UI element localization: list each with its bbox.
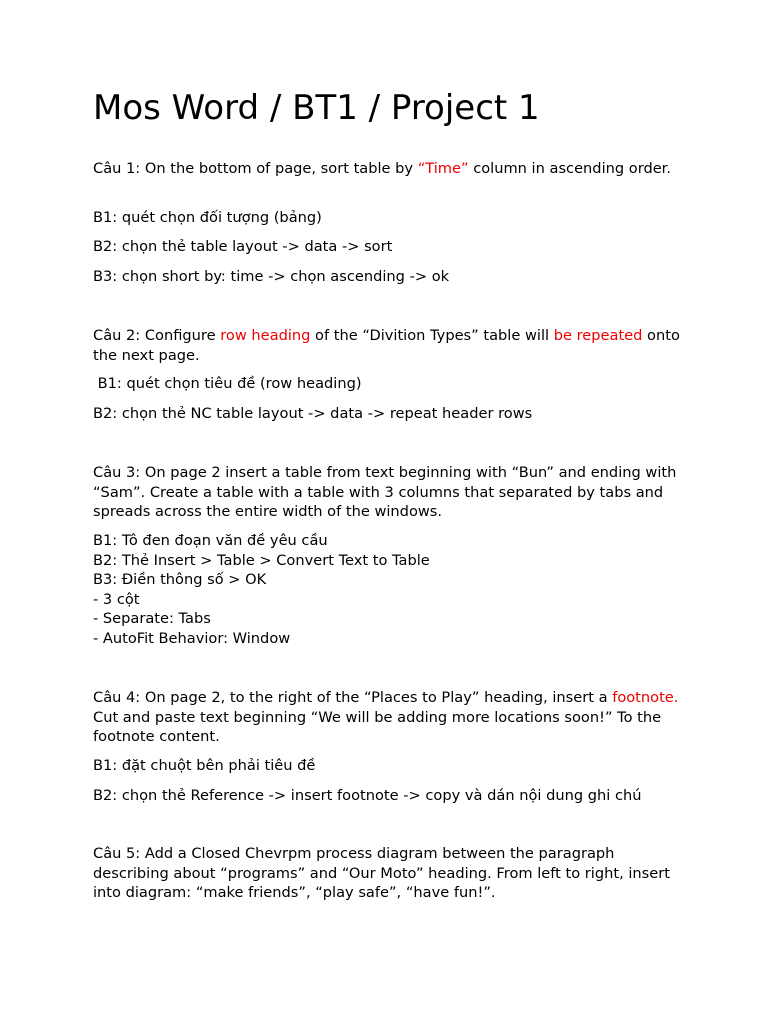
question-1-text-b: column in ascending order. bbox=[468, 160, 671, 177]
question-4-highlight: footnote. bbox=[612, 689, 679, 706]
question-3-steps bbox=[93, 531, 683, 648]
question-1-step-2: B2: chọn thẻ table layout -> data -> sort bbox=[93, 238, 393, 255]
question-3: Câu 3: On page 2 insert a table from text beginning with “Bun” and ending with “Sam”. Create a table with a table with 3 columns that separated by tabs and spreads across the entire width of the windows. bbox=[93, 464, 677, 520]
question-1-step-3: B3: chọn short by: time -> chọn ascending -> ok bbox=[93, 268, 450, 285]
question-4-text-a: Câu 4: On page 2, to the right of the “Places to Play” heading, insert a bbox=[93, 689, 613, 706]
question-4-text-b: Cut and paste text beginning “We will be adding more locations soon!” To the footnote content. bbox=[93, 708, 662, 745]
question-1 bbox=[93, 159, 683, 179]
question-1-text-a: Câu 1: On the bottom of page, sort table by bbox=[93, 160, 418, 177]
question-5: Câu 5: Add a Closed Chevrpm process diagram between the paragraph describing about “programs” and “Our Moto” heading. From left to right, insert into diagram: “make friends”, “play safe”, “have fun!”. bbox=[93, 845, 670, 901]
question-2-text-c: onto the next page. bbox=[93, 327, 680, 364]
question-1-highlight: “Time” bbox=[417, 160, 469, 177]
question-2-step-1: B1: quét chọn tiêu đề (row heading) bbox=[93, 375, 362, 392]
question-3-step-5: - Separate: Tabs bbox=[93, 610, 211, 627]
question-4-step-1: B1: đặt chuột bên phải tiêu đề bbox=[93, 757, 316, 774]
question-1-step-1: B1: quét chọn đối tượng (bảng) bbox=[93, 209, 322, 226]
question-3-step-1: B1: Tô đen đoạn văn đề yêu cầu bbox=[93, 532, 328, 549]
question-2-text-a: Câu 2: Configure bbox=[93, 327, 221, 344]
question-3-step-2: B2: Thẻ Insert > Table > Convert Text to Table bbox=[93, 551, 430, 569]
question-2-highlight-2: be repeated bbox=[553, 327, 643, 344]
question-2-text-b: of the “Divition Types” table will bbox=[310, 327, 554, 344]
question-2-highlight-1: row heading bbox=[220, 327, 311, 344]
question-3-step-4: - 3 cột bbox=[93, 590, 140, 608]
question-3-step-6: - AutoFit Behavior: Window bbox=[93, 629, 291, 647]
document-title: Mos Word / BT1 / Project 1 bbox=[93, 88, 540, 128]
question-3-step-3: B3: Điền thông số > OK bbox=[93, 571, 267, 588]
question-4-step-2: B2: chọn thẻ Reference -> insert footnote -> copy và dán nội dung ghi chú bbox=[93, 787, 642, 804]
question-2 bbox=[93, 326, 683, 365]
question-4 bbox=[93, 688, 683, 747]
question-2-step-2: B2: chọn thẻ NC table layout -> data -> repeat header rows bbox=[93, 405, 533, 422]
